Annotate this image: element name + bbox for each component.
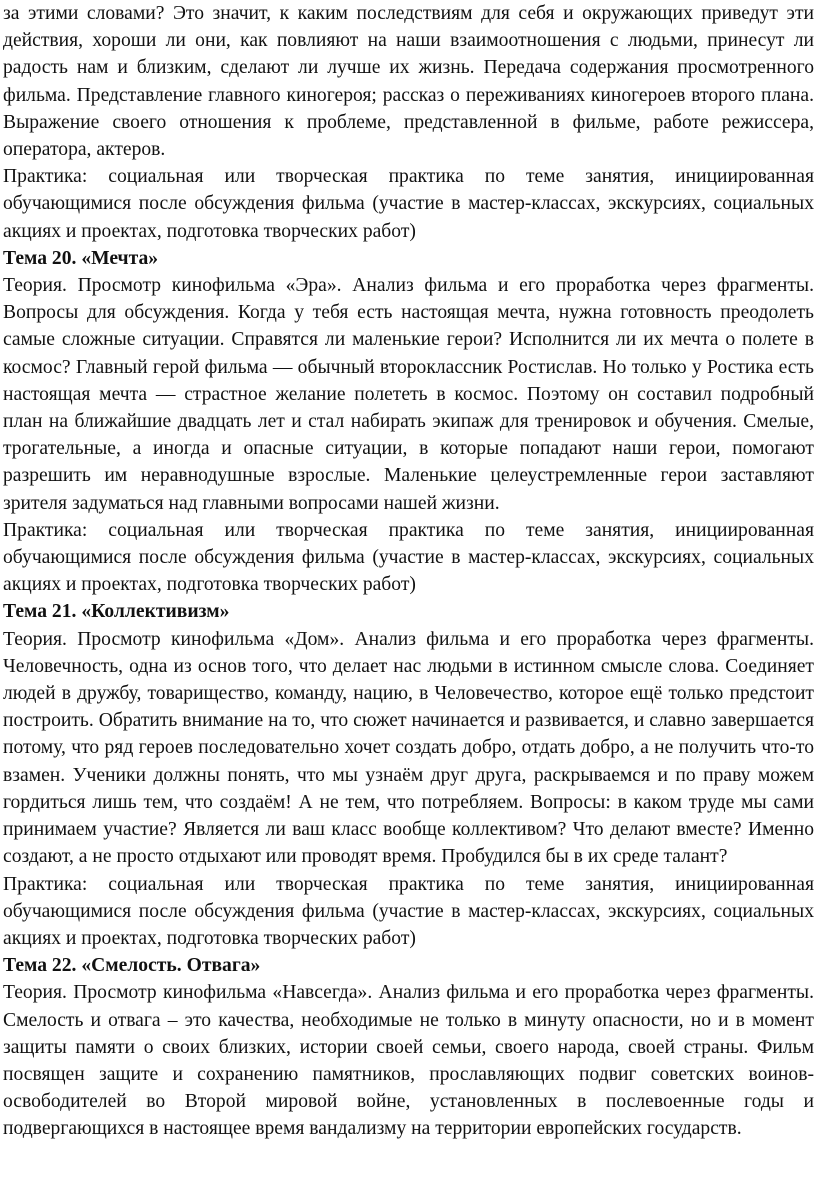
topic-21-practice: Практика: социальная или творческая практика по теме занятия, инициированная обучающимися после обсуждения фильма (участие в мастер-классах, экскурсиях, социальных акциях и проектах, подготовка творческих работ) (3, 873, 814, 949)
topic-21-title: Тема 21. «Коллективизм» (3, 601, 230, 623)
topic-21-theory: Теория. Просмотр кинофильма «Дом». Анализ фильма и его проработка через фрагменты. Человечность, одна из основ того, что делает нас людьми в истинном смысле слова. Соединяет людей в дружбу, товарищество, команду, нацию, в Человечество, которое ещё только предстоит построить. Обратить внимание на то, что сюжет начинается и развивается, и славно завершается потому, что ряд героев последовательно хочет создать добро, отдать добро, а не получить что-то взамен. Ученики должны понять, что мы узнаём друг друга, раскрываемся и по праву можем гордиться лишь тем, что создаём! А не тем, что потребляем. Вопросы: в каком труде мы сами принимаем участие? Является ли ваш класс вообще коллективом? Что делают вместе? Именно создают, а не просто отдыхают или проводят время. Пробудился бы в их среде талант? (3, 628, 814, 868)
topic-20-title: Тема 20. «Мечта» (3, 247, 159, 269)
topic-22-theory: Теория. Просмотр кинофильма «Навсегда». Анализ фильма и его проработка через фрагменты. Смелость и отвага – это качества, необходимые не только в минуту опасности, но и в момент защиты памяти о своих близких, истории своей семьи, своего народа, своей страны. Фильм посвящен защите и сохранению памятников, прославляющих подвиг советских воинов-освободителей во Второй мировой войне, установленных в послевоенные годы и подвергающихся в настоящее время вандализму на территории европейских государств. (3, 982, 814, 1140)
topic-20-practice: Практика: социальная или творческая практика по теме занятия, инициированная обучающимися после обсуждения фильма (участие в мастер-классах, экскурсиях, социальных акциях и проектах, подготовка творческих работ) (3, 519, 814, 596)
intro-practice-paragraph: Практика: социальная или творческая практика по теме занятия, инициированная обучающимися после обсуждения фильма (участие в мастер-классах, экскурсиях, социальных акциях и проектах, подготовка творческих работ) (3, 166, 814, 242)
intro-paragraph: за этими словами? Это значит, к каким последствиям для себя и окружающих приведут эти действия, хороши ли они, как повлияют на наши взаимоотношения с людьми, принесут ли радость нам и близким, сделают ли лучше их жизнь. Передача содержания просмотренного фильма. Представление главного киногероя; рассказ о переживаниях киногероев второго плана. Выражение своего отношения к проблеме, представленной в фильме, работе режиссера, оператора, актеров. (3, 3, 814, 161)
topic-22-title: Тема 22. «Смелость. Отвага» (3, 955, 261, 977)
topic-20-theory: Теория. Просмотр кинофильма «Эра». Анализ фильма и его проработка через фрагменты. Вопросы для обсуждения. Когда у тебя есть настоящая мечта, нужна готовность преодолеть самые сложные ситуации. Справятся ли маленькие герои? Исполнится ли их мечта о полете в космос? Главный герой фильма — обычный второклассник Ростислав. Но только у Ростика есть настоящая мечта — страстное желание полететь в космос. Поэтому он составил подробный план на ближайшие двадцать лет и стал набирать экипаж для тренировок и обучения. Смелые, трогательные, а иногда и опасные ситуации, в которые попадают наши герои, помогают разрешить им неравнодушные взрослые. Маленькие целеустремленные герои заставляют зрителя задуматься над главными вопросами нашей жизни. (3, 275, 814, 514)
